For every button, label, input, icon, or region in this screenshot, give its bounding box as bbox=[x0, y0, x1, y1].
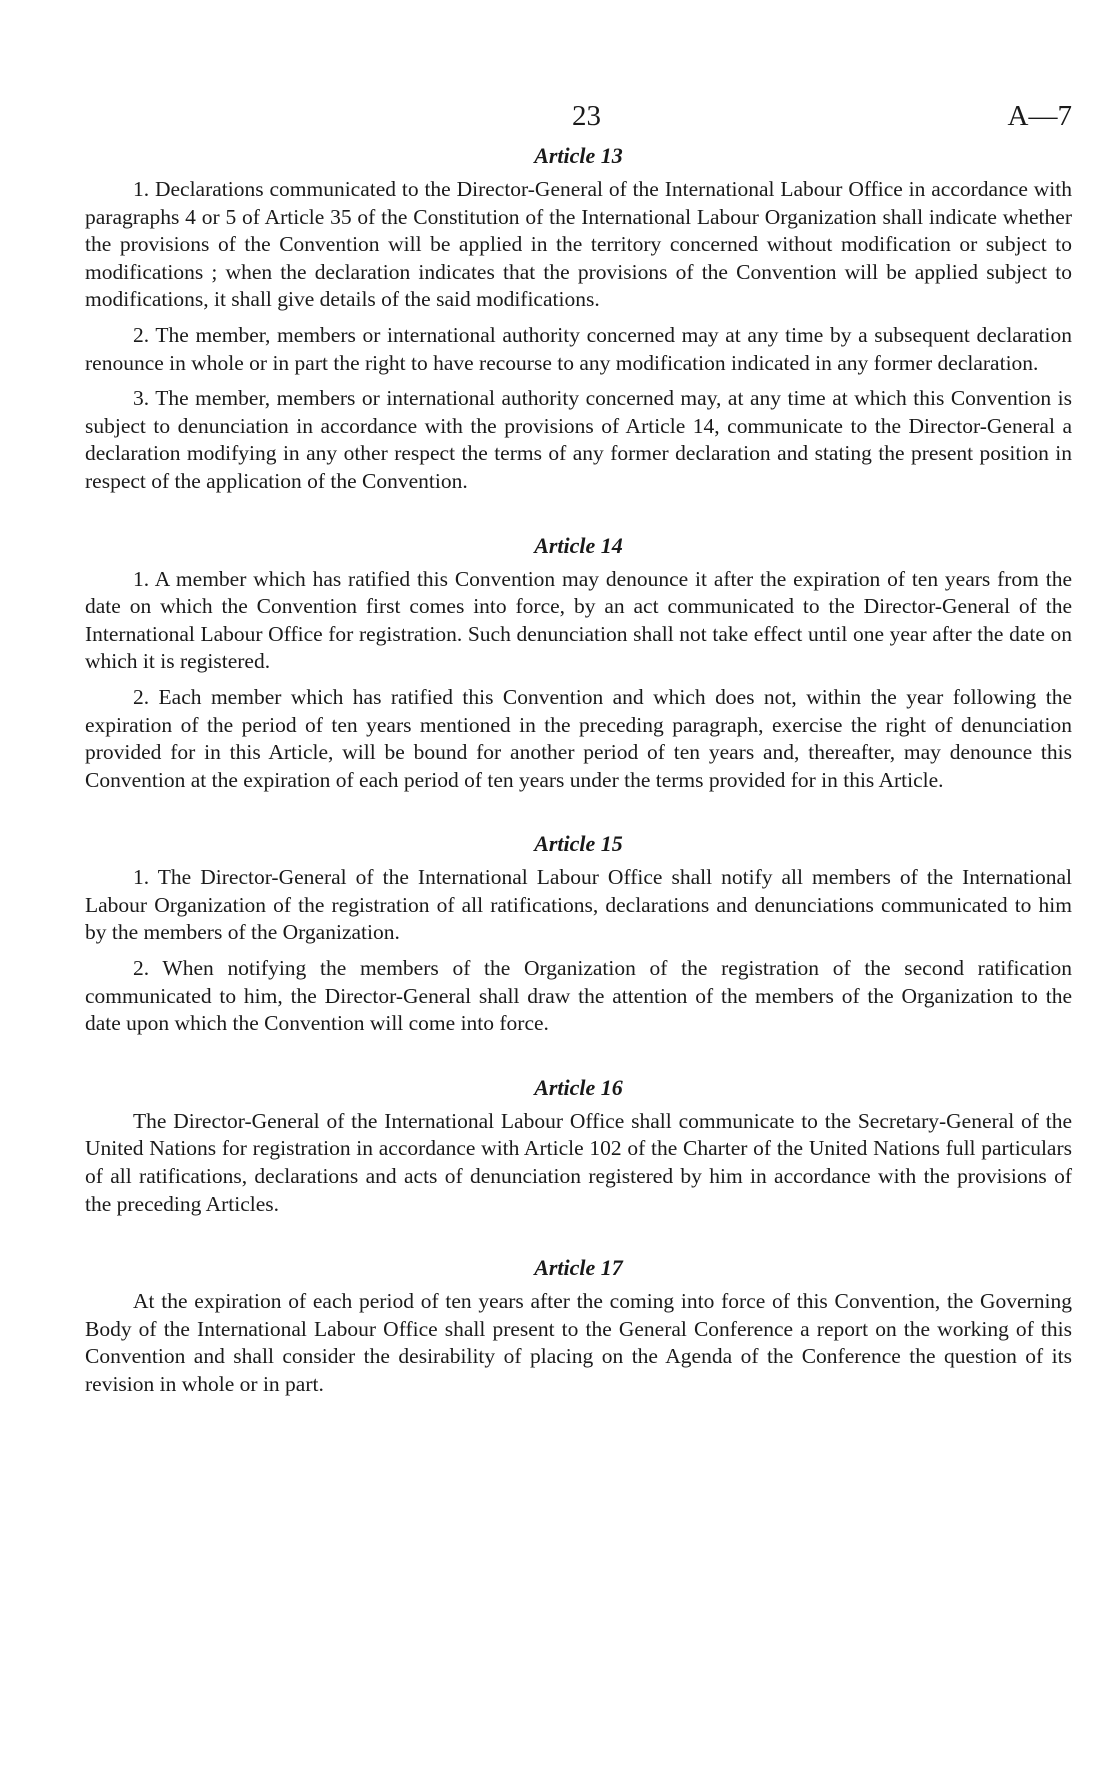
page-number: 23 bbox=[572, 100, 601, 132]
article-14 bbox=[85, 534, 1072, 795]
article-paragraph: 2. When notifying the members of the Organization of the registration of the second ratification communicated to him, the Director-General shall draw the attention of the members of the Organization to the date upon which the Convention will come into force. bbox=[85, 956, 1072, 1036]
article-paragraph: 1. Declarations communicated to the Director-General of the International Labour Office in accordance with paragraphs 4 or 5 of Article 35 of the Constitution of the International Labour Organization shall indicate whether the provisions of the Convention will be applied in the territory concerned without modification or subject to modifications ; when the declaration indicates that the provisions of the Convention will be applied subject to modifications, it shall give details of the said modifications. bbox=[85, 177, 1072, 312]
article-heading: Article 14 bbox=[534, 532, 623, 558]
document-page bbox=[85, 100, 1072, 1437]
article-paragraph: 3. The member, members or international authority concerned may, at any time at which this Convention is subject to denunciation in accordance with the provisions of Article 14, communicate to the Director-General a declaration modifying in any other respect the terms of any former declaration and stating the present position in respect of the application of the Convention. bbox=[85, 386, 1072, 493]
article-paragraph: The Director-General of the International Labour Office shall communicate to the Secretary-General of the United Nations for registration in accordance with Article 102 of the Charter of the United Nations full particulars of all ratifications, declarations and acts of denunciation registered by him in accordance with the provisions of the preceding Articles. bbox=[85, 1108, 1072, 1216]
article-paragraph: 2. Each member which has ratified this Convention and which does not, within the year following the expiration of the period of ten years mentioned in the preceding paragraph, exercise the right of denunciation provided for in this Article, will be bound for another period of ten years and, thereafter, may denounce this Convention at the expiration of each period of ten years under the terms provided for in this Article. bbox=[85, 684, 1072, 792]
article-15 bbox=[85, 832, 1072, 1038]
article-heading: Article 17 bbox=[534, 1255, 623, 1281]
article-heading: Article 15 bbox=[534, 831, 623, 857]
article-paragraph: 1. The Director-General of the International Labour Office shall notify all members of the International Labour Organization of the registration of all ratifications, declarations and denunciations communicated to him by the members of the Organization. bbox=[85, 865, 1072, 945]
page-header bbox=[85, 100, 1072, 140]
document-code: A—7 bbox=[1007, 100, 1072, 132]
article-heading: Article 13 bbox=[534, 143, 623, 168]
article-17 bbox=[85, 1256, 1072, 1398]
article-paragraph: At the expiration of each period of ten years after the coming into force of this Convention, the Governing Body of the International Labour Office shall present to the General Conference a report on the working of this Convention and shall consider the desirability of placing on the Agenda of the Conference the question of its revision in whole or in part. bbox=[85, 1289, 1072, 1396]
article-13 bbox=[85, 144, 1072, 496]
article-heading: Article 16 bbox=[534, 1074, 623, 1100]
article-paragraph: 1. A member which has ratified this Convention may denounce it after the expiration of ten years from the date on which the Convention first comes into force, by an act communicated to the Director-General of the International Labour Office for registration. Such denunciation shall not take effect until one year after the date on which it is registered. bbox=[85, 566, 1072, 674]
article-16 bbox=[85, 1076, 1072, 1218]
article-paragraph: 2. The member, members or international authority concerned may at any time by a subsequent declaration renounce in whole or in part the right to have recourse to any modification indicated in any former declaration. bbox=[85, 322, 1072, 375]
